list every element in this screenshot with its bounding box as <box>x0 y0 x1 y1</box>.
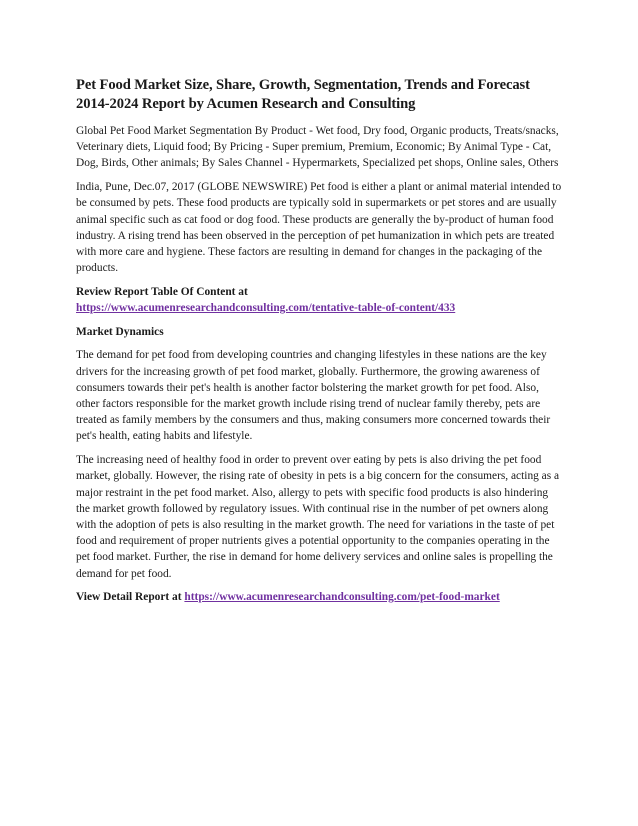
toc-block <box>76 284 564 316</box>
toc-label: Review Report Table Of Content at <box>76 285 248 298</box>
detail-link[interactable]: https://www.acumenresearchandconsulting.com/pet-food-market <box>184 591 500 604</box>
market-dynamics-heading: Market Dynamics <box>76 325 164 338</box>
detail-label: View Detail Report at <box>76 591 182 604</box>
dynamics-paragraph-2: The increasing need of healthy food in order to prevent over eating by pets is also driving the pet food market, globally. However, the rising rate of obesity in pets is a big concern for the consumers, acting as a major restraint in the pet food market. Also, allergy to pets with specific food products is also hindering the market growth followed by regulatory issues. With continual rise in the number of pet owners along with the adoption of pets is also resulting in the market growth. The need for variations in the taste of pet food and requirement of proper nutrients gives a potential opportunity to the companies operating in the pet food market. Further, the rise in demand for home delivery services and online sales is propelling the demand for pet food. <box>76 454 560 580</box>
document-page <box>76 76 564 613</box>
detail-block <box>76 589 564 605</box>
dynamics-paragraph-1: The demand for pet food from developing countries and changing lifestyles in these nations are the key drivers for the increasing growth of pet food market, globally. Furthermore, the growing awareness of consumers towards their pet's health is another factor bolstering the market growth for pet food. Also, other factors responsible for the market growth include rising trend of nuclear family thereby, pets are treated as family members by the consumers and thus, making consumers more concerned towards their pet's health, eating habits and lifestyle. <box>76 349 551 443</box>
intro-paragraph: India, Pune, Dec.07, 2017 (GLOBE NEWSWIRE) Pet food is either a plant or animal material intended to be consumed by pets. These food products are typically sold in supermarkets or pet stores and are usually animal specific such as cat food or dog food. These products are generally the by-product of human food industry. A rising trend has been observed in the perception of pet humanization in which pets are treated with more care and hygiene. These factors are resulting in demand for changes in the packaging of the products. <box>76 181 562 275</box>
document-title: Pet Food Market Size, Share, Growth, Segmentation, Trends and Forecast 2014-2024 Report by Acumen Research and Consulting <box>76 77 530 112</box>
toc-link[interactable]: https://www.acumenresearchandconsulting.com/tentative-table-of-content/433 <box>76 302 456 315</box>
segmentation-paragraph: Global Pet Food Market Segmentation By Product - Wet food, Dry food, Organic products, Treats/snacks, Veterinary diets, Liquid food; By Pricing - Super premium, Premium, Economic; By Animal Type - Cat, Dog, Birds, Other animals; By Sales Channel - Hypermarkets, Specialized pet shops, Online sales, Others <box>76 125 559 170</box>
